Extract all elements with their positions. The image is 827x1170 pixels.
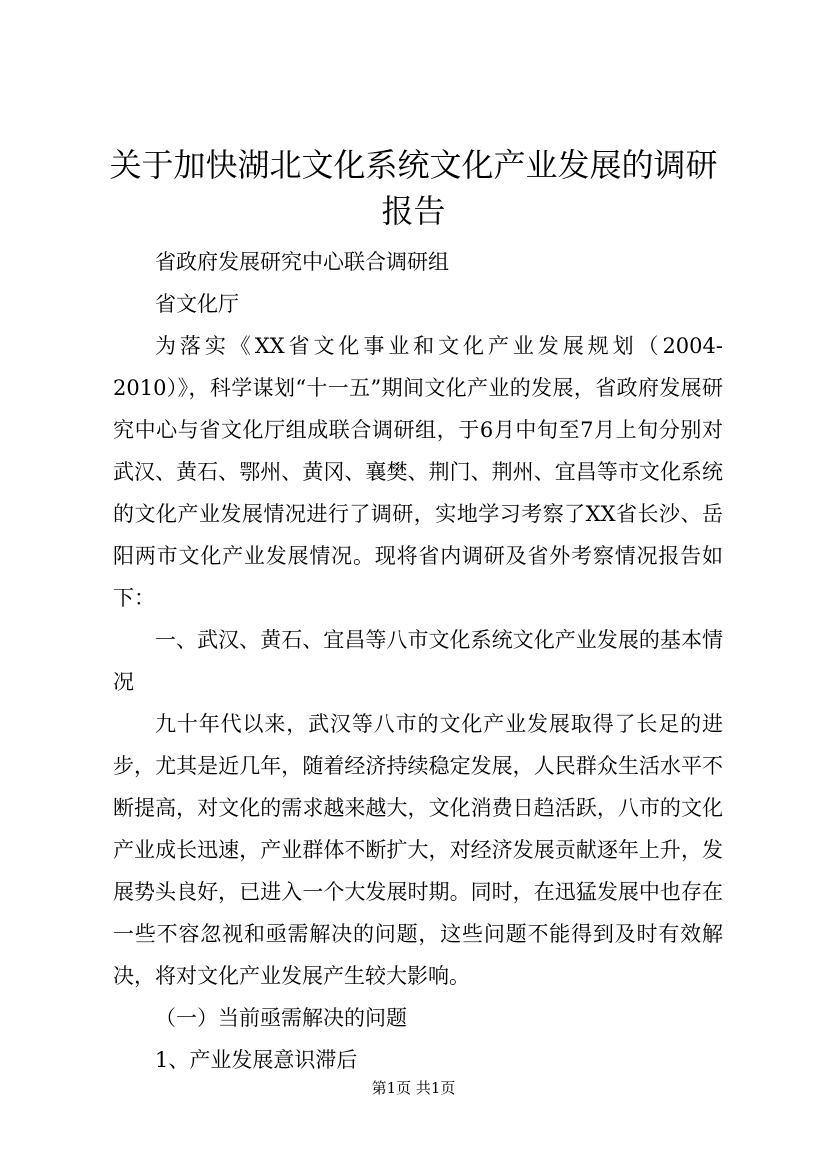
body-paragraph-main: 九十年代以来，武汉等八市的文化产业发展取得了长足的进步，尤其是近几年，随着经济持续稳定发展，人民群众生活水平不断提高，对文化的需求越来越大，文化消费日趋活跃，八市的文化产业成长迅速，产业群体不断扩大，对经济发展贡献逐年上升，发展势头良好，已进入一个大发展时期。同时，在迅猛发展中也存在一些不容忽视和亟需解决的问题，这些问题不能得到及时有效解决，将对文化产业发展产生较大影响。 bbox=[113, 712, 723, 988]
section-heading-1: 一、武汉、黄石、宜昌等八市文化系统文化产业发展的基本情况 bbox=[113, 628, 723, 694]
page-footer: 第1页 共1页 bbox=[371, 1079, 456, 1097]
body-paragraph-intro: 为落实《XX省文化事业和文化产业发展规划（2004-2010）》，科学谋划“十一五”期间文化产业的发展，省政府发展研究中心与省文化厅组成联合调研组，于6月中旬至7月上旬分别对武汉、黄石、鄂州、黄冈、襄樊、荆门、荆州、宜昌等市文化系统的文化产业发展情况进行了调研，实地学习考察了XX省长沙、岳阳两市文化产业发展情况。现将省内调研及省外考察情况报告如下： bbox=[113, 334, 723, 610]
item-heading-1: 1、产业发展意识滞后 bbox=[155, 1048, 358, 1072]
document-body bbox=[113, 241, 723, 1081]
document-title: 关于加快湖北文化系统文化产业发展的调研报告 bbox=[109, 146, 718, 230]
author-line-2: 省文化厅 bbox=[155, 292, 239, 316]
author-line-1: 省政府发展研究中心联合调研组 bbox=[155, 250, 449, 274]
subsection-heading-1: （一）当前亟需解决的问题 bbox=[155, 1006, 407, 1030]
